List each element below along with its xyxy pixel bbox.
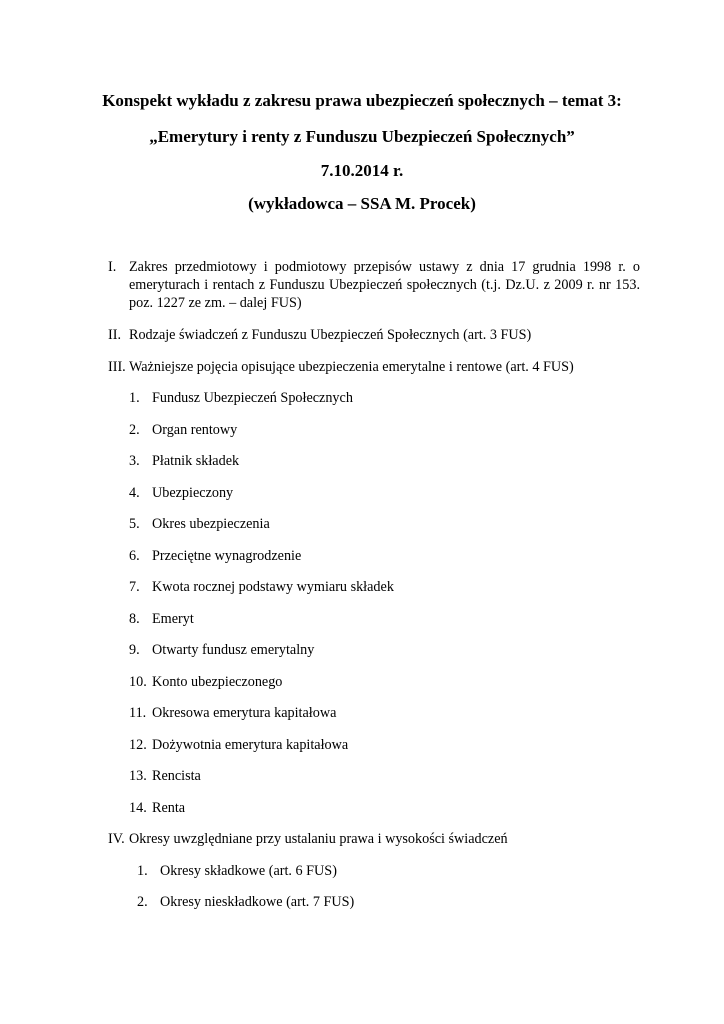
section-numeral: IV. xyxy=(108,831,125,847)
section-text: Rodzaje świadczeń z Funduszu Ubezpieczeń Społecznych (art. 3 FUS) xyxy=(129,327,532,343)
list-item: Dożywotnia emerytura kapitałowa xyxy=(152,737,349,753)
list-item-number: 13. xyxy=(129,768,147,784)
section-text: Ważniejsze pojęcia opisujące ubezpieczenia emerytalne i rentowe (art. 4 FUS) xyxy=(129,359,574,375)
list-item-number: 1. xyxy=(137,863,148,879)
list-item-number: 2. xyxy=(129,422,140,438)
list-item: Okresy składkowe (art. 6 FUS) xyxy=(160,863,337,879)
list-item: Konto ubezpieczonego xyxy=(152,674,283,690)
document-date: 7.10.2014 r. xyxy=(320,161,404,180)
list-item-number: 2. xyxy=(137,894,148,910)
list-item: Przeciętne wynagrodzenie xyxy=(152,548,302,564)
list-item-number: 5. xyxy=(129,516,140,532)
list-item-number: 6. xyxy=(129,548,140,564)
list-item: Kwota rocznej podstawy wymiaru składek xyxy=(152,579,394,595)
section-text: Zakres przedmiotowy i podmiotowy przepisów ustawy z dnia 17 grudnia 1998 r. o emeryturach i rentach z Funduszu Ubezpieczeń społecznych (t.j. Dz.U. z 2009 r. nr 153. poz. 1227 ze zm. – dalej FUS) xyxy=(129,259,640,311)
list-item-number: 1. xyxy=(129,390,140,406)
list-item: Emeryt xyxy=(152,611,194,627)
document-title: Konspekt wykładu z zakresu prawa ubezpieczeń społecznych – temat 3: xyxy=(102,91,622,110)
document-subtitle: „Emerytury i renty z Funduszu Ubezpieczeń Społecznych” xyxy=(149,127,575,146)
list-item: Renta xyxy=(152,800,186,816)
list-item-number: 14. xyxy=(129,800,147,816)
list-item-number: 3. xyxy=(129,453,140,469)
list-item-number: 9. xyxy=(129,642,140,658)
list-item-number: 7. xyxy=(129,579,140,595)
list-item: Ubezpieczony xyxy=(152,485,234,501)
section-numeral: I. xyxy=(108,259,117,275)
section-numeral: III. xyxy=(108,359,126,375)
list-item-number: 11. xyxy=(129,705,147,721)
list-item-number: 12. xyxy=(129,737,147,753)
list-item: Okresy nieskładkowe (art. 7 FUS) xyxy=(160,894,355,910)
list-item-number: 10. xyxy=(129,674,147,690)
list-item: Okresowa emerytura kapitałowa xyxy=(152,705,337,721)
list-item: Płatnik składek xyxy=(152,453,240,469)
list-item-number: 4. xyxy=(129,485,140,501)
list-item: Otwarty fundusz emerytalny xyxy=(152,642,315,658)
section-numeral: II. xyxy=(108,327,121,343)
list-item: Organ rentowy xyxy=(152,422,238,438)
list-item: Fundusz Ubezpieczeń Społecznych xyxy=(152,390,353,406)
list-item-number: 8. xyxy=(129,611,140,627)
section-text: Okresy uwzględniane przy ustalaniu prawa i wysokości świadczeń xyxy=(129,831,508,847)
lecturer-line: (wykładowca – SSA M. Procek) xyxy=(248,194,476,213)
list-item: Rencista xyxy=(152,768,201,784)
list-item: Okres ubezpieczenia xyxy=(152,516,270,532)
